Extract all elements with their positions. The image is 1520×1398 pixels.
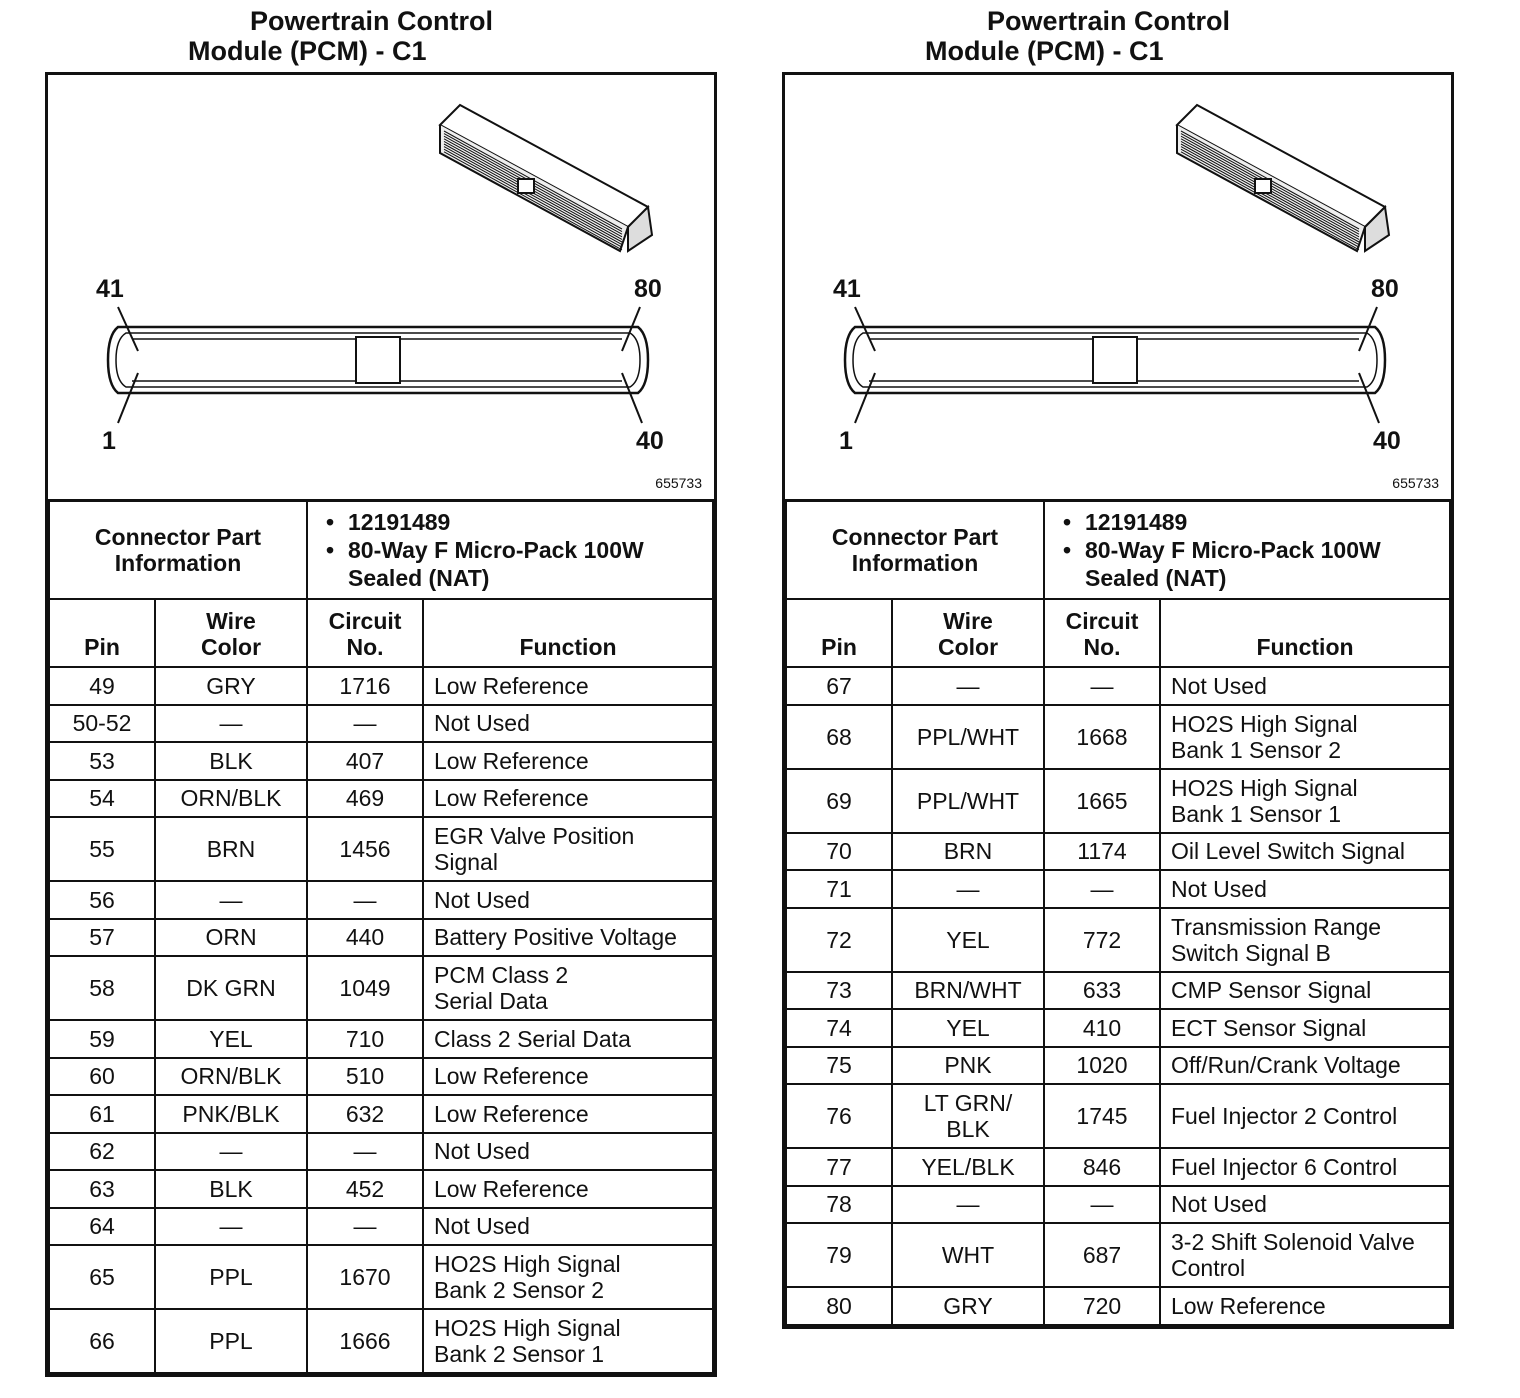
function-cell: Not Used xyxy=(423,705,713,743)
pin-cell: 53 xyxy=(49,742,155,780)
label-line-1: Connector Part xyxy=(831,524,999,550)
function-cell: EGR Valve Position Signal xyxy=(423,817,713,881)
connector-frame xyxy=(45,72,717,1377)
header-circuit: Circuit No. xyxy=(307,600,423,667)
function-cell: Battery Positive Voltage xyxy=(423,919,713,957)
function-cell: 3-2 Shift Solenoid Valve Control xyxy=(1160,1223,1450,1287)
label-line-2: Information xyxy=(114,550,242,576)
table-row xyxy=(786,1047,1450,1085)
connector-info-table xyxy=(48,502,714,600)
connector-info-values xyxy=(1044,502,1450,599)
table-row xyxy=(786,1223,1450,1287)
wire-color-cell: LT GRN/ BLK xyxy=(892,1084,1044,1148)
circuit-cell: 1456 xyxy=(307,817,423,881)
table-row xyxy=(786,870,1450,908)
pin-label-80: 80 xyxy=(634,275,662,303)
table-row xyxy=(786,1084,1450,1148)
function-cell: Not Used xyxy=(423,1133,713,1171)
wire-color-cell: GRY xyxy=(155,667,307,705)
pin-cell: 65 xyxy=(49,1245,155,1309)
table-row xyxy=(786,1009,1450,1047)
circuit-cell: 710 xyxy=(307,1020,423,1058)
function-cell: Low Reference xyxy=(423,667,713,705)
function-cell: Fuel Injector 2 Control xyxy=(1160,1084,1450,1148)
pin-label-80: 80 xyxy=(1371,275,1399,303)
wire-color-cell: PPL xyxy=(155,1309,307,1373)
wire-color-cell: BRN xyxy=(155,817,307,881)
header-pin: Pin xyxy=(786,600,892,667)
circuit-cell: 720 xyxy=(1044,1287,1160,1325)
circuit-cell: 633 xyxy=(1044,972,1160,1010)
function-cell: Fuel Injector 6 Control xyxy=(1160,1148,1450,1186)
pin-label-40: 40 xyxy=(1373,427,1401,455)
function-cell: PCM Class 2 Serial Data xyxy=(423,956,713,1020)
connector-info-label xyxy=(49,502,307,599)
connector-type: • 80-Way F Micro-Pack 100W xyxy=(1085,536,1449,564)
header-function: Function xyxy=(423,600,713,667)
table-row xyxy=(49,780,713,818)
connector-type-cont: Sealed (NAT) xyxy=(1085,565,1227,591)
pin-cell: 62 xyxy=(49,1133,155,1171)
wire-color-cell: — xyxy=(155,881,307,919)
pin-label-1: 1 xyxy=(839,427,853,455)
table-row xyxy=(786,705,1450,769)
pin-cell: 66 xyxy=(49,1309,155,1373)
function-cell: Not Used xyxy=(423,881,713,919)
figure-id: 655733 xyxy=(1392,475,1439,491)
table-row xyxy=(49,1309,713,1373)
wire-color-cell: BRN xyxy=(892,833,1044,871)
pin-label-1: 1 xyxy=(102,427,116,455)
wire-color-cell: DK GRN xyxy=(155,956,307,1020)
table-row xyxy=(49,1208,713,1246)
pin-cell: 49 xyxy=(49,667,155,705)
table-row xyxy=(786,972,1450,1010)
circuit-cell: — xyxy=(307,705,423,743)
function-cell: HO2S High Signal Bank 1 Sensor 2 xyxy=(1160,705,1450,769)
wire-color-cell: ORN/BLK xyxy=(155,1058,307,1096)
pin-cell: 73 xyxy=(786,972,892,1010)
circuit-cell: 772 xyxy=(1044,908,1160,972)
wire-color-cell: YEL/BLK xyxy=(892,1148,1044,1186)
function-cell: Not Used xyxy=(423,1208,713,1246)
circuit-cell: 1049 xyxy=(307,956,423,1020)
table-row xyxy=(49,1245,713,1309)
function-cell: HO2S High Signal Bank 2 Sensor 1 xyxy=(423,1309,713,1373)
wire-color-cell: PNK/BLK xyxy=(155,1095,307,1133)
function-cell: Low Reference xyxy=(423,1095,713,1133)
connector-type-cont: Sealed (NAT) xyxy=(348,565,490,591)
circuit-cell: 632 xyxy=(307,1095,423,1133)
table-row xyxy=(49,1170,713,1208)
pin-cell: 77 xyxy=(786,1148,892,1186)
pin-cell: 64 xyxy=(49,1208,155,1246)
wire-color-cell: WHT xyxy=(892,1223,1044,1287)
circuit-cell: 1745 xyxy=(1044,1084,1160,1148)
function-cell: Not Used xyxy=(1160,870,1450,908)
circuit-cell: 1670 xyxy=(307,1245,423,1309)
header-pin: Pin xyxy=(49,600,155,667)
connector-drawing xyxy=(48,75,714,499)
table-row xyxy=(786,1287,1450,1325)
circuit-cell: — xyxy=(1044,667,1160,705)
circuit-cell: — xyxy=(1044,870,1160,908)
function-cell: Transmission Range Switch Signal B xyxy=(1160,908,1450,972)
pin-label-40: 40 xyxy=(636,427,664,455)
pin-cell: 56 xyxy=(49,881,155,919)
pin-cell: 61 xyxy=(49,1095,155,1133)
wire-color-cell: PPL/WHT xyxy=(892,769,1044,833)
wire-color-cell: YEL xyxy=(892,908,1044,972)
pin-cell: 76 xyxy=(786,1084,892,1148)
table-row xyxy=(786,833,1450,871)
label-line-2: Information xyxy=(851,550,979,576)
wire-color-cell: — xyxy=(892,1186,1044,1224)
header-function: Function xyxy=(1160,600,1450,667)
table-row xyxy=(786,908,1450,972)
wire-color-cell: ORN xyxy=(155,919,307,957)
function-cell: Not Used xyxy=(1160,667,1450,705)
circuit-cell: 407 xyxy=(307,742,423,780)
wire-color-cell: YEL xyxy=(892,1009,1044,1047)
pin-cell: 54 xyxy=(49,780,155,818)
part-number: • 12191489 xyxy=(348,508,712,536)
connector-drawing xyxy=(785,75,1451,499)
function-cell: Low Reference xyxy=(423,780,713,818)
connector-type: • 80-Way F Micro-Pack 100W xyxy=(348,536,712,564)
function-cell: Oil Level Switch Signal xyxy=(1160,833,1450,871)
title-line-1: Powertrain Control xyxy=(987,6,1231,36)
pin-table xyxy=(785,600,1451,1326)
circuit-cell: 452 xyxy=(307,1170,423,1208)
table-row xyxy=(49,705,713,743)
pin-cell: 67 xyxy=(786,667,892,705)
function-cell: Off/Run/Crank Voltage xyxy=(1160,1047,1450,1085)
circuit-cell: 1666 xyxy=(307,1309,423,1373)
function-cell: Not Used xyxy=(1160,1186,1450,1224)
function-cell: Low Reference xyxy=(423,1170,713,1208)
wire-color-cell: ORN/BLK xyxy=(155,780,307,818)
circuit-cell: 687 xyxy=(1044,1223,1160,1287)
pin-cell: 80 xyxy=(786,1287,892,1325)
table-row xyxy=(49,956,713,1020)
pin-cell: 63 xyxy=(49,1170,155,1208)
title-line-2: Module (PCM) - C1 xyxy=(188,36,427,66)
connector-frame xyxy=(782,72,1454,1329)
pin-cell: 60 xyxy=(49,1058,155,1096)
pin-cell: 71 xyxy=(786,870,892,908)
connector-diagram xyxy=(785,75,1451,502)
pin-label-41: 41 xyxy=(96,275,124,303)
table-row xyxy=(49,881,713,919)
circuit-cell: — xyxy=(307,1208,423,1246)
wire-color-cell: — xyxy=(892,870,1044,908)
function-cell: Low Reference xyxy=(423,742,713,780)
table-row xyxy=(786,769,1450,833)
table-row xyxy=(49,919,713,957)
figure-id: 655733 xyxy=(655,475,702,491)
table-row xyxy=(49,1058,713,1096)
label-line-1: Connector Part xyxy=(94,524,262,550)
pin-cell: 75 xyxy=(786,1047,892,1085)
circuit-cell: 469 xyxy=(307,780,423,818)
pin-cell: 78 xyxy=(786,1186,892,1224)
pin-cell: 68 xyxy=(786,705,892,769)
pin-cell: 59 xyxy=(49,1020,155,1058)
function-cell: HO2S High Signal Bank 1 Sensor 1 xyxy=(1160,769,1450,833)
circuit-cell: 410 xyxy=(1044,1009,1160,1047)
function-cell: ECT Sensor Signal xyxy=(1160,1009,1450,1047)
wire-color-cell: PNK xyxy=(892,1047,1044,1085)
function-cell: HO2S High Signal Bank 2 Sensor 2 xyxy=(423,1245,713,1309)
pin-cell: 69 xyxy=(786,769,892,833)
wire-color-cell: YEL xyxy=(155,1020,307,1058)
circuit-cell: 510 xyxy=(307,1058,423,1096)
circuit-cell: — xyxy=(1044,1186,1160,1224)
pin-cell: 57 xyxy=(49,919,155,957)
wire-color-cell: PPL/WHT xyxy=(892,705,1044,769)
pin-cell: 55 xyxy=(49,817,155,881)
part-number: • 12191489 xyxy=(1085,508,1449,536)
wire-color-cell: GRY xyxy=(892,1287,1044,1325)
wire-color-cell: — xyxy=(155,1133,307,1171)
header-circuit: Circuit No. xyxy=(1044,600,1160,667)
table-row xyxy=(786,1148,1450,1186)
table-row xyxy=(49,667,713,705)
circuit-cell: 846 xyxy=(1044,1148,1160,1186)
title-line-2: Module (PCM) - C1 xyxy=(925,36,1164,66)
function-cell: Low Reference xyxy=(1160,1287,1450,1325)
circuit-cell: — xyxy=(307,1133,423,1171)
table-row xyxy=(49,1020,713,1058)
wire-color-cell: BLK xyxy=(155,742,307,780)
function-cell: CMP Sensor Signal xyxy=(1160,972,1450,1010)
table-row xyxy=(49,1095,713,1133)
table-row xyxy=(49,1133,713,1171)
pin-table xyxy=(48,600,714,1374)
pin-cell: 58 xyxy=(49,956,155,1020)
circuit-cell: 1668 xyxy=(1044,705,1160,769)
wire-color-cell: BLK xyxy=(155,1170,307,1208)
pin-cell: 72 xyxy=(786,908,892,972)
pin-cell: 74 xyxy=(786,1009,892,1047)
table-row xyxy=(49,817,713,881)
pin-label-41: 41 xyxy=(833,275,861,303)
function-cell: Class 2 Serial Data xyxy=(423,1020,713,1058)
title-line-1: Powertrain Control xyxy=(250,6,494,36)
wire-color-cell: — xyxy=(155,1208,307,1246)
circuit-cell: — xyxy=(307,881,423,919)
connector-diagram xyxy=(48,75,714,502)
wire-color-cell: — xyxy=(155,705,307,743)
wire-color-cell: BRN/WHT xyxy=(892,972,1044,1010)
table-row xyxy=(786,1186,1450,1224)
pin-cell: 70 xyxy=(786,833,892,871)
connector-info-values xyxy=(307,502,713,599)
connector-info-table xyxy=(785,502,1451,600)
circuit-cell: 1716 xyxy=(307,667,423,705)
function-cell: Low Reference xyxy=(423,1058,713,1096)
header-wire-color: Wire Color xyxy=(892,600,1044,667)
table-row xyxy=(49,742,713,780)
header-wire-color: Wire Color xyxy=(155,600,307,667)
table-row xyxy=(786,667,1450,705)
circuit-cell: 1665 xyxy=(1044,769,1160,833)
circuit-cell: 1020 xyxy=(1044,1047,1160,1085)
pin-cell: 50-52 xyxy=(49,705,155,743)
circuit-cell: 440 xyxy=(307,919,423,957)
connector-info-label xyxy=(786,502,1044,599)
circuit-cell: 1174 xyxy=(1044,833,1160,871)
pin-cell: 79 xyxy=(786,1223,892,1287)
wire-color-cell: PPL xyxy=(155,1245,307,1309)
wire-color-cell: — xyxy=(892,667,1044,705)
